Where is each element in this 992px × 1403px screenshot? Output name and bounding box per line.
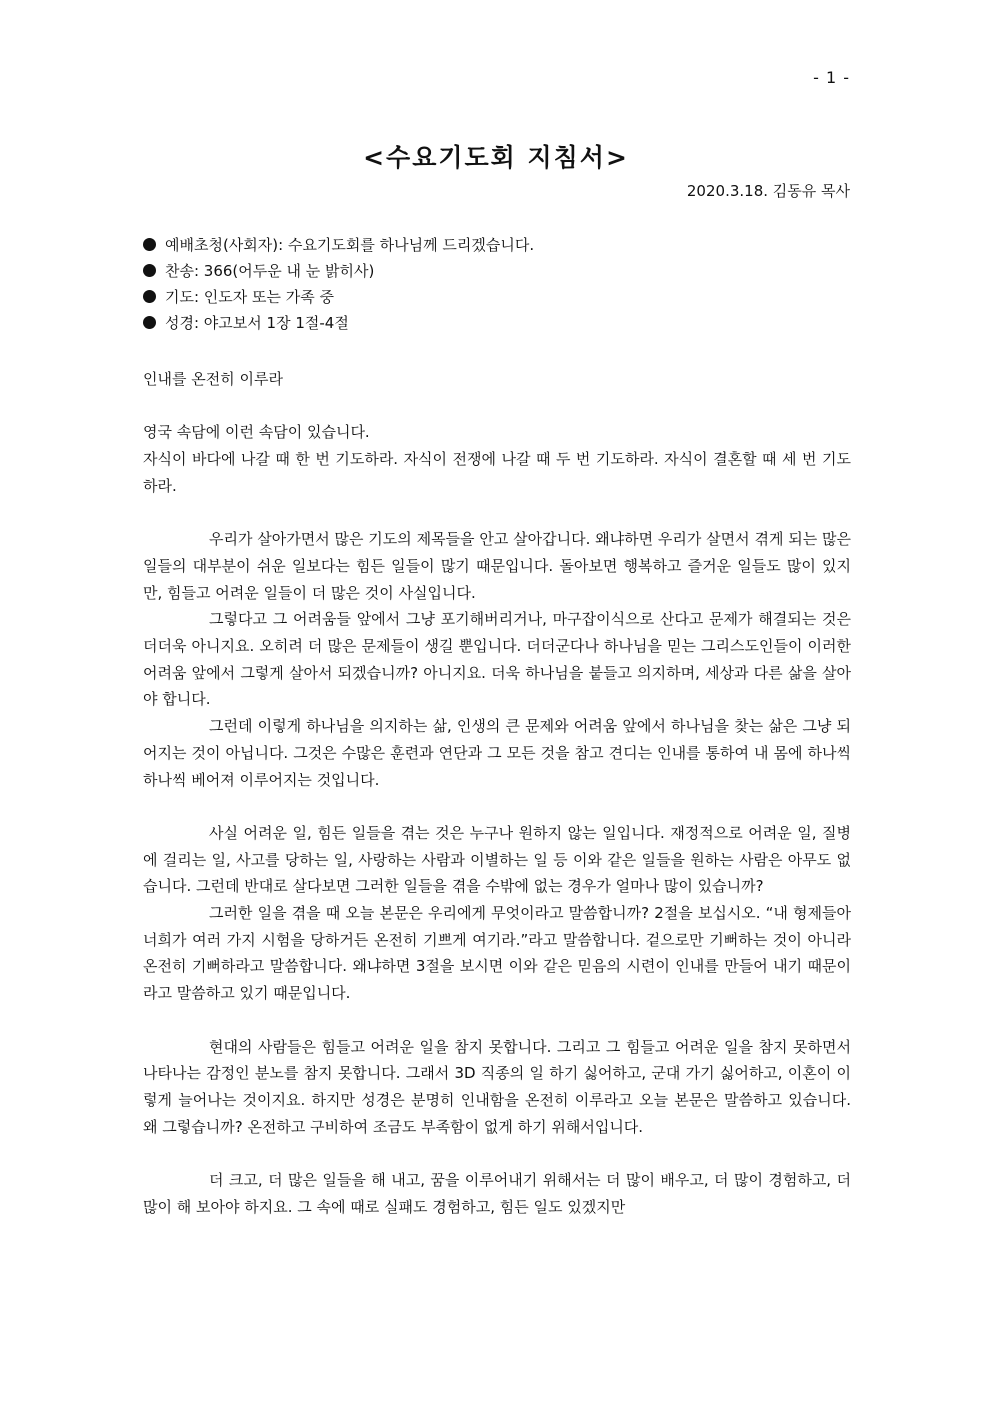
- paragraph: 그렇다고 그 어려움들 앞에서 그냥 포기해버리거나, 마구잡이식으로 산다고 문제가 해결되는 것은 더더욱 아니지요. 오히려 더 많은 문제들이 생길 뿐입니다. 더더군다나 하나님을 믿는 그리스도인들이 이러한 어려움 앞에서 그렇게 살아서 되겠습니까? 아니지요. 더욱 하나님을 붙들고 의지하며, 세상과 다른 삶을 살아야 합니다.: [143, 610, 851, 709]
- page-number: - 1 -: [813, 68, 850, 87]
- document-title: <수요기도회 지침서>: [363, 143, 629, 172]
- paragraph: 우리가 살아가면서 많은 기도의 제목들을 안고 살아갑니다. 왜냐하면 우리가 살면서 겪게 되는 많은 일들의 대부분이 쉬운 일보다는 힘든 일들이 많기 때문입니다. 돌아보면 행복하고 즐거운 일들도 많이 있지만, 힘들고 어려운 일들이 더 많은 것이 사실입니다.: [143, 530, 851, 602]
- paragraph: 사실 어려운 일, 힘든 일들을 겪는 것은 누구나 원하지 않는 일입니다. 재정적으로 어려운 일, 질병에 걸리는 일, 사고를 당하는 일, 사랑하는 사람과 이별하는 일 등 이와 같은 일들을 원하는 사람은 아무도 없습니다. 그런데 반대로 살다보면 그러한 일들을 겪을 수밖에 없는 경우가 얼마나 많이 있습니까?: [143, 823, 851, 896]
- date-author: 2020.3.18. 김동유 목사: [686, 182, 850, 200]
- order-item: 찬송: 366(어두운 내 눈 밝히사): [143, 258, 853, 284]
- paragraph: 현대의 사람들은 힘들고 어려운 일을 참지 못합니다. 그리고 그 힘들고 어려운 일을 참지 못하면서 나타나는 감정인 분노를 참지 못합니다. 그래서 3D 직종의 일 하기 싫어하고, 군대 가기 싫어하고, 이혼이 이렇게 늘어나는 것이지요. 하지만 성경은 분명히 인내함을 온전히 이루라고 오늘 본문은 말씀하고 있습니다. 왜 그렇습니까? 온전하고 구비하여 조금도 부족함이 없게 하기 위해서입니다.: [143, 1037, 851, 1136]
- sermon-body: [143, 366, 851, 1220]
- worship-order-list: [143, 232, 853, 336]
- bullet-icon: [143, 238, 156, 251]
- bullet-icon: [143, 290, 156, 303]
- order-item: 기도: 인도자 또는 가족 중: [143, 284, 853, 310]
- paragraph: 그러한 일을 겪을 때 오늘 본문은 우리에게 무엇이라고 말씀합니까? 2절을 보십시오. “내 형제들아 너희가 여러 가지 시험을 당하거든 온전히 기쁘게 여기라.”라고 말씀합니다. 겉으로만 기뻐하는 것이 아니라 온전히 기뻐하라고 말씀합니다. 왜냐하면 3절을 보시면 이와 같은 믿음의 시련이 인내를 만들어 내기 때문이라고 말씀하고 있기 때문입니다.: [143, 904, 851, 1003]
- sermon-title: 인내를 온전히 이루라: [143, 370, 283, 388]
- bullet-icon: [143, 264, 156, 277]
- order-item: 예배초청(사회자): 수요기도회를 하나님께 드리겠습니다.: [143, 232, 853, 258]
- bullet-icon: [143, 316, 156, 329]
- paragraph: 더 크고, 더 많은 일들을 해 내고, 꿈을 이루어내기 위해서는 더 많이 배우고, 더 많이 경험하고, 더 많이 해 보아야 하지요. 그 속에 때로 실패도 경험하고, 힘든 일도 있겠지만: [143, 1171, 851, 1216]
- paragraph: 그런데 이렇게 하나님을 의지하는 삶, 인생의 큰 문제와 어려움 앞에서 하나님을 찾는 삶은 그냥 되어지는 것이 아닙니다. 그것은 수많은 훈련과 연단과 그 모든 것을 참고 견디는 인내를 통하여 내 몸에 하나씩 하나씩 베어져 이루어지는 것입니다.: [143, 717, 851, 789]
- proverb-text: 자식이 바다에 나갈 때 한 번 기도하라. 자식이 전쟁에 나갈 때 두 번 기도하라. 자식이 결혼할 때 세 번 기도하라.: [143, 450, 851, 495]
- order-item: 성경: 야고보서 1장 1절-4절: [143, 310, 853, 336]
- proverb-intro: 영국 속담에 이런 속담이 있습니다.: [143, 423, 370, 442]
